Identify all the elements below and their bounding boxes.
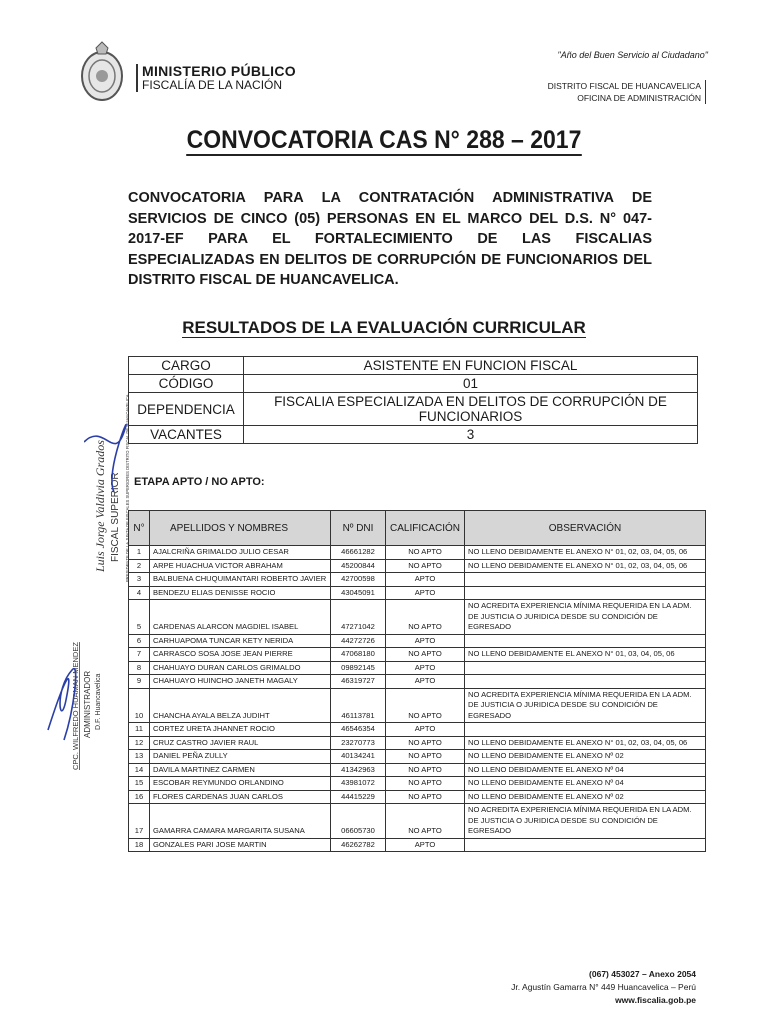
row-rating: NO APTO xyxy=(386,559,465,573)
position-info-table xyxy=(128,356,698,444)
stamp2-role: ADMINISTRADOR xyxy=(83,670,92,738)
row-name: CARDENAS ALARCON MAGDIEL ISABEL xyxy=(150,600,331,635)
table-row xyxy=(129,804,706,839)
row-number: 10 xyxy=(129,688,150,723)
table-row xyxy=(129,838,706,852)
row-number: 11 xyxy=(129,723,150,737)
table-row xyxy=(129,559,706,573)
row-observation xyxy=(465,723,706,737)
table-row xyxy=(129,736,706,750)
row-number: 3 xyxy=(129,573,150,587)
row-number: 7 xyxy=(129,648,150,662)
row-number: 9 xyxy=(129,675,150,689)
row-rating: NO APTO xyxy=(386,804,465,839)
row-dni: 42700598 xyxy=(331,573,386,587)
info-key: VACANTES xyxy=(129,426,244,444)
row-dni: 46262782 xyxy=(331,838,386,852)
org-line2: FISCALÍA DE LA NACIÓN xyxy=(142,78,283,92)
row-observation xyxy=(465,661,706,675)
table-row xyxy=(129,750,706,764)
row-observation: NO LLENO DEBIDAMENTE EL ANEXO N° 01, 02, 03, 04, 05, 06 xyxy=(465,559,706,573)
call-description: CONVOCATORIA PARA LA CONTRATACIÓN ADMINISTRATIVA DE SERVICIOS DE CINCO (05) PERSONAS EN EL MARCO DEL D.S. N° 047-2017-EF PARA EL FORTALECIMIENTO DE LAS FISCALIAS ESPECIALIZADAS EN DELITOS DE CORRUPCIÓN DE FUNCIONARIOS DEL DISTRITO FISCAL DE HUANCAVELICA. xyxy=(128,190,652,288)
row-name: ESCOBAR REYMUNDO ORLANDINO xyxy=(150,777,331,791)
info-key: CÓDIGO xyxy=(129,375,244,393)
row-observation xyxy=(465,634,706,648)
col-number: N° xyxy=(129,511,150,546)
footer-web: www.fiscalia.gob.pe xyxy=(615,995,696,1005)
row-number: 16 xyxy=(129,790,150,804)
table-row xyxy=(129,661,706,675)
subtitle-text: RESULTADOS DE LA EVALUACIÓN CURRICULAR xyxy=(182,318,586,337)
col-rating: CALIFICACIÓN xyxy=(386,511,465,546)
table-row xyxy=(129,688,706,723)
stamp1-name: Luis Jorge Valdivia Grados xyxy=(93,440,107,572)
row-name: CHANCHA AYALA BELZA JUDIHT xyxy=(150,688,331,723)
results-table xyxy=(128,510,706,852)
row-number: 12 xyxy=(129,736,150,750)
row-number: 14 xyxy=(129,763,150,777)
row-dni: 46546354 xyxy=(331,723,386,737)
footer-address: Jr. Agustín Gamarra N° 449 Huancavelica – Perú xyxy=(511,982,696,992)
table-row xyxy=(129,600,706,635)
district-line2: OFICINA DE ADMINISTRACIÓN xyxy=(577,93,701,103)
col-observation: OBSERVACIÓN xyxy=(465,511,706,546)
row-dni: 46113781 xyxy=(331,688,386,723)
info-row xyxy=(129,426,698,444)
row-rating: APTO xyxy=(386,573,465,587)
fiscal-superior-stamp xyxy=(84,382,142,582)
info-key: CARGO xyxy=(129,357,244,375)
row-name: CORTEZ URETA JHANNET ROCIO xyxy=(150,723,331,737)
row-rating: APTO xyxy=(386,586,465,600)
row-number: 4 xyxy=(129,586,150,600)
row-number: 15 xyxy=(129,777,150,791)
row-observation xyxy=(465,573,706,587)
row-observation: NO LLENO DEBIDAMENTE EL ANEXO N° 01, 02, 03, 04, 05, 06 xyxy=(465,736,706,750)
row-name: GAMARRA CAMARA MARGARITA SUSANA xyxy=(150,804,331,839)
row-dni: 45200844 xyxy=(331,559,386,573)
year-motto: "Año del Buen Servicio al Ciudadano" xyxy=(557,50,708,60)
footer-contact xyxy=(511,968,696,1007)
row-observation xyxy=(465,838,706,852)
row-dni: 43045091 xyxy=(331,586,386,600)
table-row xyxy=(129,573,706,587)
row-observation: NO LLENO DEBIDAMENTE EL ANEXO Nº 04 xyxy=(465,763,706,777)
administrator-stamp xyxy=(44,620,114,770)
title-text: CONVOCATORIA CAS N° 288 – 2017 xyxy=(186,126,582,154)
row-number: 5 xyxy=(129,600,150,635)
info-row xyxy=(129,357,698,375)
row-observation: NO ACREDITA EXPERIENCIA MÍNIMA REQUERIDA EN LA ADM. DE JUSTICIA O JURIDICA DESDE SU CONDICIÓN DE EGRESADO xyxy=(465,600,706,635)
row-dni: 44415229 xyxy=(331,790,386,804)
row-number: 17 xyxy=(129,804,150,839)
row-name: CARHUAPOMA TUNCAR KETY NERIDA xyxy=(150,634,331,648)
district-line1: DISTRITO FISCAL DE HUANCAVELICA xyxy=(547,81,701,91)
row-observation: NO LLENO DEBIDAMENTE EL ANEXO N° 01, 02, 03, 04, 05, 06 xyxy=(465,546,706,560)
row-name: CARRASCO SOSA JOSE JEAN PIERRE xyxy=(150,648,331,662)
row-rating: NO APTO xyxy=(386,600,465,635)
row-dni: 09892145 xyxy=(331,661,386,675)
row-rating: APTO xyxy=(386,675,465,689)
row-dni: 06605730 xyxy=(331,804,386,839)
row-number: 18 xyxy=(129,838,150,852)
stamp1-detail: PRESIDENTE DE LA JUNTA DE FISCALES SUPERIORES DISTRITO FISCAL DE HUANCAVELICA xyxy=(125,394,130,582)
row-rating: APTO xyxy=(386,634,465,648)
info-value: ASISTENTE EN FUNCION FISCAL xyxy=(244,357,698,375)
row-observation: NO LLENO DEBIDAMENTE EL ANEXO Nº 02 xyxy=(465,790,706,804)
info-value: 3 xyxy=(244,426,698,444)
results-body xyxy=(129,546,706,852)
row-dni: 44272726 xyxy=(331,634,386,648)
row-dni: 47068180 xyxy=(331,648,386,662)
row-name: AJALCRIÑA GRIMALDO JULIO CESAR xyxy=(150,546,331,560)
row-dni: 47271042 xyxy=(331,600,386,635)
row-observation: NO LLENO DEBIDAMENTE EL ANEXO N° 01, 03, 04, 05, 06 xyxy=(465,648,706,662)
table-row xyxy=(129,648,706,662)
info-row xyxy=(129,393,698,426)
stage-label: ETAPA APTO / NO APTO: xyxy=(134,476,265,488)
row-dni: 41342963 xyxy=(331,763,386,777)
col-dni: Nº DNI xyxy=(331,511,386,546)
row-observation: NO LLENO DEBIDAMENTE EL ANEXO Nº 04 xyxy=(465,777,706,791)
col-name: APELLIDOS Y NOMBRES xyxy=(150,511,331,546)
row-name: CHAHUAYO HUINCHO JANETH MAGALY xyxy=(150,675,331,689)
row-dni: 40134241 xyxy=(331,750,386,764)
ministerio-seal-logo xyxy=(78,40,126,106)
stamp2-name: CPC. WILFREDO HUAMAN MENDEZ xyxy=(71,642,80,770)
table-row xyxy=(129,790,706,804)
row-name: DAVILA MARTINEZ CARMEN xyxy=(150,763,331,777)
row-rating: APTO xyxy=(386,661,465,675)
row-name: BALBUENA CHUQUIMANTARI ROBERTO JAVIER xyxy=(150,573,331,587)
row-name: CHAHUAYO DURAN CARLOS GRIMALDO xyxy=(150,661,331,675)
info-value: FISCALIA ESPECIALIZADA EN DELITOS DE CORRUPCIÓN DE FUNCIONARIOS xyxy=(244,393,698,426)
table-row xyxy=(129,723,706,737)
row-dni: 23270773 xyxy=(331,736,386,750)
row-rating: APTO xyxy=(386,723,465,737)
district-office xyxy=(548,80,706,104)
results-header-row xyxy=(129,511,706,546)
info-value: 01 xyxy=(244,375,698,393)
row-observation: NO ACREDITA EXPERIENCIA MÍNIMA REQUERIDA EN LA ADM. DE JUSTICIA O JURIDICA DESDE SU CONDICIÓN DE EGRESADO xyxy=(465,804,706,839)
row-number: 2 xyxy=(129,559,150,573)
table-row xyxy=(129,763,706,777)
row-dni: 46661282 xyxy=(331,546,386,560)
row-rating: APTO xyxy=(386,838,465,852)
table-row xyxy=(129,675,706,689)
row-number: 8 xyxy=(129,661,150,675)
table-row xyxy=(129,546,706,560)
row-name: GONZALES PARI JOSE MARTIN xyxy=(150,838,331,852)
row-rating: NO APTO xyxy=(386,736,465,750)
row-name: CRUZ CASTRO JAVIER RAUL xyxy=(150,736,331,750)
row-number: 6 xyxy=(129,634,150,648)
row-number: 13 xyxy=(129,750,150,764)
row-rating: NO APTO xyxy=(386,763,465,777)
document-title xyxy=(31,126,738,155)
row-observation xyxy=(465,675,706,689)
info-key: DEPENDENCIA xyxy=(129,393,244,426)
row-observation: NO LLENO DEBIDAMENTE EL ANEXO Nº 02 xyxy=(465,750,706,764)
row-name: ARPE HUACHUA VICTOR ABRAHAM xyxy=(150,559,331,573)
section-subtitle xyxy=(0,318,768,338)
row-rating: NO APTO xyxy=(386,648,465,662)
row-rating: NO APTO xyxy=(386,546,465,560)
row-dni: 43981072 xyxy=(331,777,386,791)
stamp1-role: FISCAL SUPERIOR xyxy=(110,472,121,562)
info-row xyxy=(129,375,698,393)
stamp2-detail: D.F. Huancavelica xyxy=(95,673,102,730)
row-rating: NO APTO xyxy=(386,777,465,791)
footer-phone: (067) 453027 – Anexo 2054 xyxy=(589,969,696,979)
row-rating: NO APTO xyxy=(386,688,465,723)
row-number: 1 xyxy=(129,546,150,560)
row-name: DANIEL PEÑA ZULLY xyxy=(150,750,331,764)
row-rating: NO APTO xyxy=(386,750,465,764)
row-observation: NO ACREDITA EXPERIENCIA MÍNIMA REQUERIDA EN LA ADM. DE JUSTICIA O JURIDICA DESDE SU CONDICIÓN DE EGRESADO xyxy=(465,688,706,723)
row-dni: 46319727 xyxy=(331,675,386,689)
org-line1: MINISTERIO PÚBLICO xyxy=(142,63,296,79)
row-name: FLORES CARDENAS JUAN CARLOS xyxy=(150,790,331,804)
organization-name xyxy=(136,64,296,92)
row-name: BENDEZU ELIAS DENISSE ROCIO xyxy=(150,586,331,600)
row-rating: NO APTO xyxy=(386,790,465,804)
table-row xyxy=(129,586,706,600)
row-observation xyxy=(465,586,706,600)
table-row xyxy=(129,634,706,648)
table-row xyxy=(129,777,706,791)
